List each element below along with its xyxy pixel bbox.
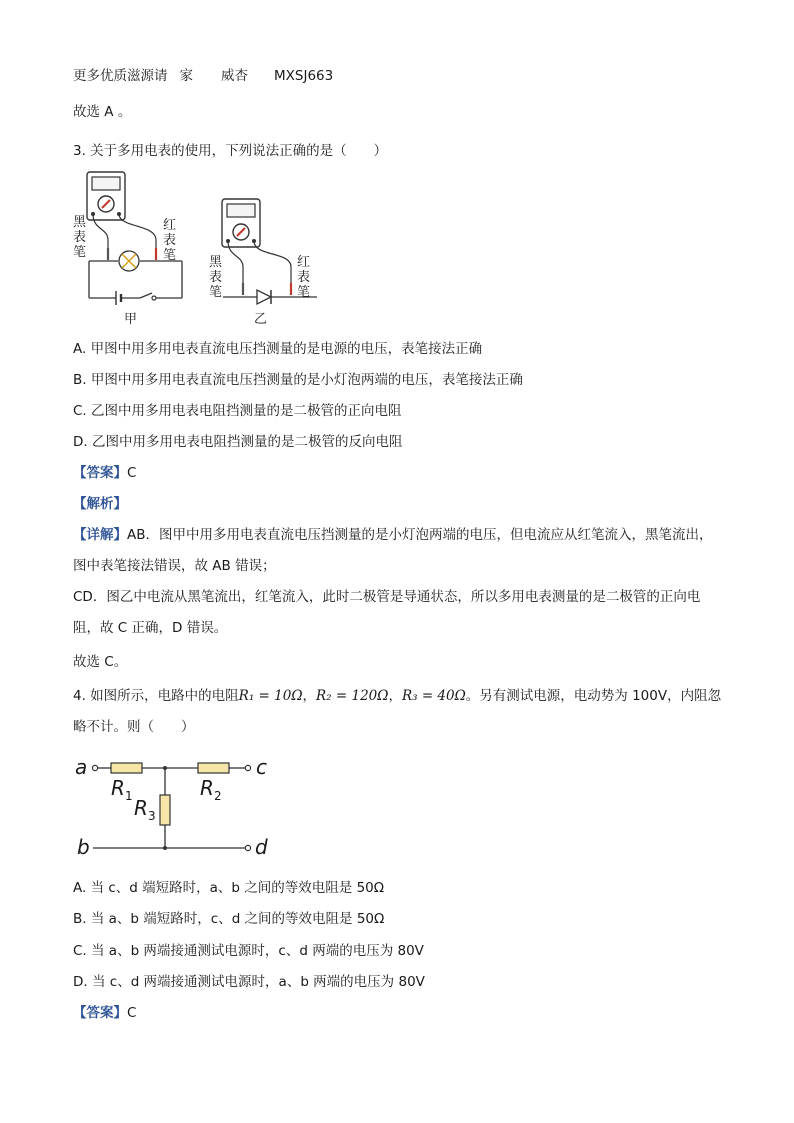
q2-conclusion: 故选 A 。 bbox=[73, 104, 132, 120]
q4-r3: R₃ = 40Ω bbox=[401, 688, 466, 704]
header-part-4: MXSJ663 bbox=[274, 68, 334, 84]
terminal-d-node bbox=[245, 845, 250, 850]
r2-subscript: 2 bbox=[214, 789, 222, 803]
q3-detail-cd: CD．图乙中电流从黑笔流出，红笔流入，此时二极管是导通状态，所以多用电表测量的是二极管的正向电阻，故 C 正确，D 错误。 bbox=[73, 589, 701, 636]
q4-stem-suffix: 。另有测试电源，电动势为 100V，内阻忽略不计。则（ ） bbox=[73, 688, 722, 735]
terminal-a-label: a bbox=[75, 755, 88, 779]
terminal-c-label: c bbox=[256, 755, 267, 779]
q3-conclusion: 故选 C。 bbox=[73, 654, 128, 670]
analysis-label: 【解析】 bbox=[73, 496, 127, 512]
resistor-r1 bbox=[111, 763, 142, 773]
resistor-r3 bbox=[160, 795, 170, 825]
multimeter-icon bbox=[222, 199, 260, 247]
yi-black-probe-label: 黑表笔 bbox=[209, 255, 223, 300]
r3-label: R bbox=[134, 796, 148, 820]
circuit-diagram bbox=[70, 750, 280, 865]
detail-ab-text: AB．图甲中用多用电表直流电压挡测量的是小灯泡两端的电压，但电流应从红笔流入，黑笔流出，图中表笔接法错误，故 AB 错误； bbox=[73, 527, 713, 574]
q3-option-a: A. 甲图中用多用电表直流电压挡测量的是电源的电压，表笔接法正确 bbox=[73, 341, 483, 357]
lamp-icon bbox=[119, 251, 139, 271]
header-line bbox=[73, 66, 333, 86]
multimeter-icon bbox=[87, 172, 125, 220]
r2-label: R bbox=[200, 776, 214, 800]
q4-answer bbox=[73, 1003, 136, 1023]
q4-option-a: A. 当 c、d 端短路时，a、b 之间的等效电阻是 50Ω bbox=[73, 880, 385, 896]
yi-red-probe-label: 红表笔 bbox=[297, 255, 311, 300]
header-part-1: 更多优质滋源请 bbox=[73, 68, 168, 84]
detail-label: 【详解】 bbox=[73, 527, 127, 543]
q4-option-b: B. 当 a、b 端短路时，c、d 之间的等效电阻是 50Ω bbox=[73, 911, 385, 927]
jia-red-probe-label: 红表笔 bbox=[163, 218, 177, 263]
q4-stem-prefix: 4. 如图所示，电路中的电阻 bbox=[73, 688, 239, 704]
switch-icon bbox=[140, 293, 156, 300]
jia-caption: 甲 bbox=[124, 312, 138, 327]
q3-option-b: B. 甲图中用多用电表直流电压挡测量的是小灯泡两端的电压，表笔接法正确 bbox=[73, 372, 523, 388]
answer-value: C bbox=[127, 1005, 137, 1021]
q3-answer bbox=[73, 463, 136, 483]
battery-icon bbox=[116, 291, 121, 305]
terminal-b-label: b bbox=[77, 835, 90, 859]
q3-option-d: D. 乙图中用多用电表电阻挡测量的是二极管的反向电阻 bbox=[73, 434, 403, 450]
q4-option-c: C. 当 a、b 两端接通测试电源时，c、d 两端的电压为 80V bbox=[73, 943, 424, 959]
resistor-r2 bbox=[198, 763, 229, 773]
q3-analysis bbox=[73, 494, 127, 514]
q3-detail-ab bbox=[73, 520, 723, 582]
answer-label: 【答案】 bbox=[73, 1005, 127, 1021]
answer-value: C bbox=[127, 465, 137, 481]
q4-r2: R₂ = 120Ω bbox=[316, 688, 389, 704]
q4-stem: 4. 如图所示，电路中的电阻R₁ = 10Ω，R₂ = 120Ω，R₃ = 40Ω。另有测试电源，电动势为 100V，内阻忽略不计。则（ ） bbox=[73, 688, 722, 735]
header-part-2: 家 bbox=[179, 68, 193, 84]
terminal-a-node bbox=[92, 765, 97, 770]
q3-option-c: C. 乙图中用多用电表电阻挡测量的是二极管的正向电阻 bbox=[73, 403, 402, 419]
terminal-c-node bbox=[245, 765, 250, 770]
r3-subscript: 3 bbox=[148, 809, 156, 823]
answer-label: 【答案】 bbox=[73, 465, 127, 481]
diode-icon bbox=[257, 290, 271, 304]
terminal-d-label: d bbox=[255, 835, 268, 859]
q4-r1: R₁ = 10Ω bbox=[238, 688, 303, 704]
q3-stem: 3. 关于多用电表的使用，下列说法正确的是（ ） bbox=[73, 143, 388, 159]
jia-black-probe-label: 黑表笔 bbox=[73, 215, 87, 260]
header-part-3: 威杏 bbox=[221, 68, 248, 84]
yi-caption: 乙 bbox=[254, 312, 268, 327]
r1-subscript: 1 bbox=[125, 789, 133, 803]
r1-label: R bbox=[111, 776, 125, 800]
q4-option-d: D. 当 c、d 两端接通测试电源时，a、b 两端的电压为 80V bbox=[73, 974, 425, 990]
